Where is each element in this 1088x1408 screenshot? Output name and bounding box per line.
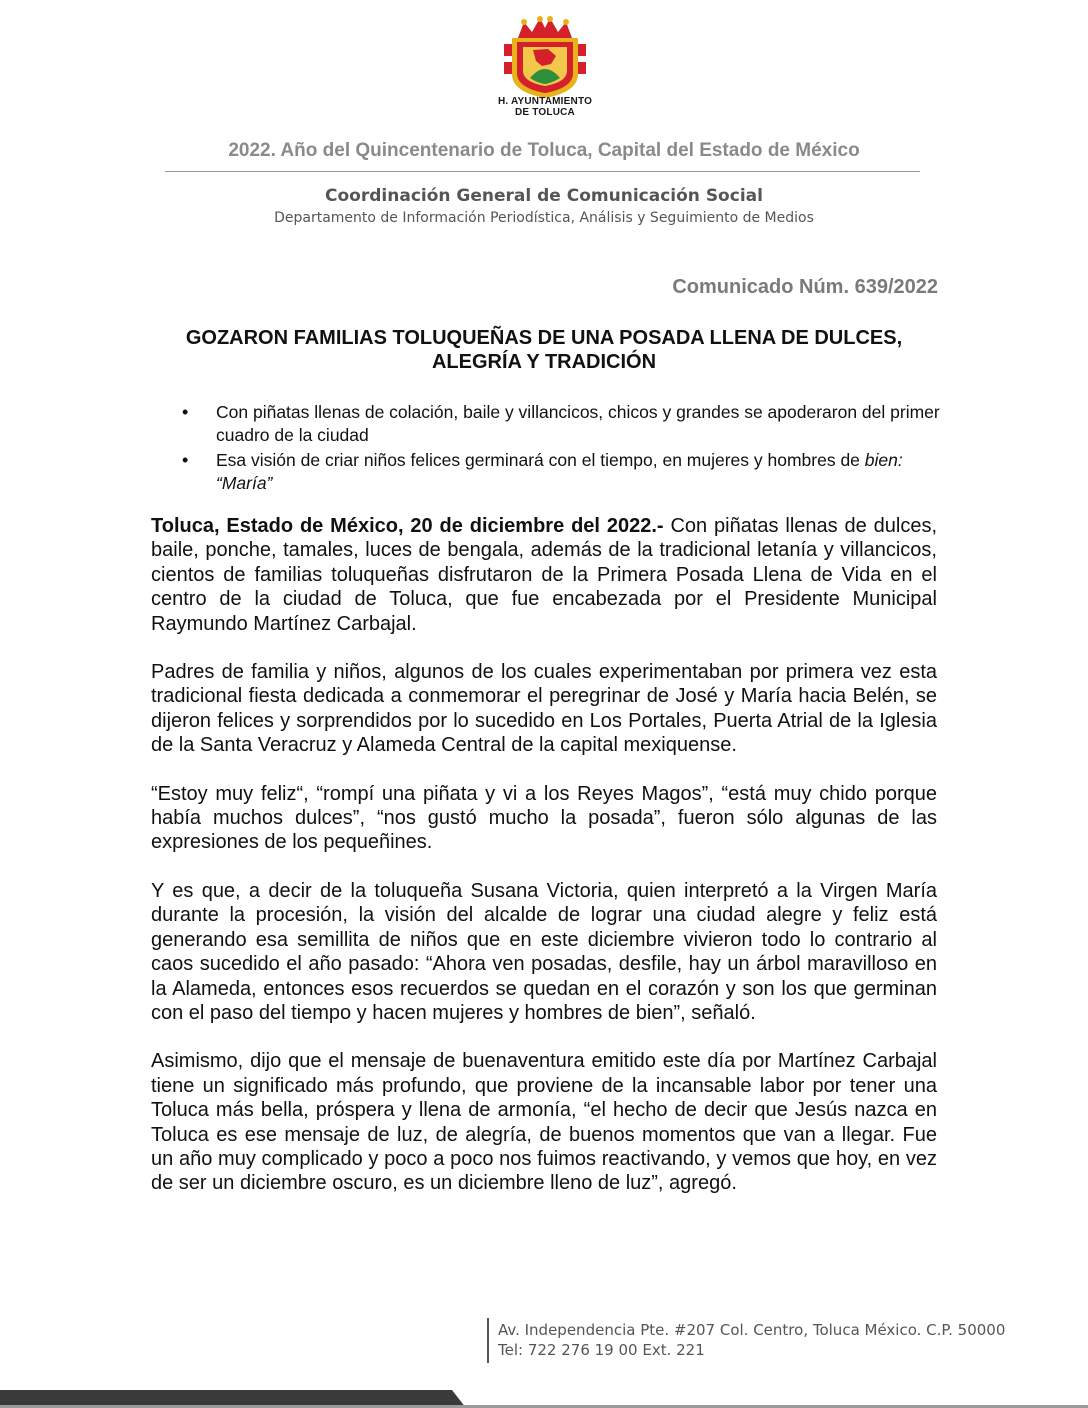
footer-address: Av. Independencia Pte. #207 Col. Centro, Toluca México. C.P. 50000	[498, 1321, 1006, 1339]
footer-phone: Tel: 722 276 19 00 Ext. 221	[498, 1341, 705, 1359]
bullet-item	[180, 401, 940, 447]
logo-caption-line1: H. AYUNTAMIENTO	[497, 96, 593, 107]
year-motto: 2022. Año del Quincentenario de Toluca, Capital del Estado de México	[228, 140, 860, 161]
bottom-decorative-band	[0, 1388, 1088, 1408]
coordination-title: Coordinación General de Comunicación Social	[325, 186, 763, 206]
paragraph	[151, 514, 937, 636]
crown-icon	[518, 16, 572, 38]
bullet-text: Con piñatas llenas de colación, baile y villancicos, chicos y grandes se apoderaron del primer cuadro de la ciudad	[216, 402, 940, 445]
paragraph: Asimismo, dijo que el mensaje de buenaventura emitido este día por Martínez Carbajal tiene un significado más profundo, que proviene de la incansable labor por tener una Toluca más bella, próspera y llena de armonía, “el hecho de decir que Jesús nazca en Toluca es ese mensaje de luz, de alegría, de buenos momentos que van a llegar. Fue un año muy complicado y poco a poco nos fuimos reactivando, y vemos que hoy, en vez de ser un diciembre oscuro, es un diciembre lleno de luz”, agregó.	[151, 1050, 937, 1195]
article-body	[151, 514, 937, 1220]
footer-contact	[498, 1320, 1005, 1360]
dateline: Toluca, Estado de México, 20 de diciembre del 2022.-	[151, 515, 664, 537]
paragraph: “Estoy muy feliz“, “rompí una piñata y vi a los Reyes Magos”, “está muy chido porque había muchos dulces”, “nos gustó mucho la posada”, fueron sólo algunas de las expresiones de los pequeñines.	[151, 782, 937, 854]
header-divider	[165, 171, 920, 172]
footer-divider	[487, 1318, 489, 1363]
bullet-italic-text: bien: “María”	[216, 450, 903, 493]
communique-number: Comunicado Núm. 639/2022	[672, 276, 938, 298]
logo-caption-line2: DE TOLUCA	[515, 107, 575, 118]
bullet-item	[180, 449, 940, 495]
logo-caption	[470, 96, 620, 118]
paragraph-text: Con piñatas llenas de dulces, baile, ponche, tamales, luces de bengala, además de la tradicional letanía y villancicos, cientos de familias toluqueñas disfrutaron de la Primera Posada Llena de Vida en el centro de la ciudad de Toluca, que fue encabezada por el Presidente Municipal Raymundo Martínez Carbajal.	[151, 515, 938, 635]
paragraph: Y es que, a decir de la toluqueña Susana Victoria, quien interpretó a la Virgen María durante la procesión, la visión del alcalde de lograr una ciudad alegre y feliz está generando esa semillita de niños que en este diciembre vivieron todo lo contrario al caos sucedido el año pasado: “Ahora ven posadas, desfile, hay un árbol maravilloso en la Alameda, entonces esos recuerdos se quedan en el corazón y son los que germinan con el paso del tiempo y hacen mujeres y hombres de bien”, señaló.	[151, 879, 937, 1024]
bullet-text: Esa visión de criar niños felices germinará con el tiempo, en mujeres y hombres de	[216, 450, 865, 470]
department-subtitle: Departamento de Información Periodística, Análisis y Seguimiento de Medios	[274, 210, 814, 226]
summary-bullets	[180, 401, 940, 497]
paragraph: Padres de familia y niños, algunos de los cuales experimentaban por primera vez esta tradicional fiesta dedicada a conmemorar el peregrinar de José y María hacia Belén, se dijeron felices y sorprendidos por lo sucedido en Los Portales, Puerta Atrial de la Iglesia de la Santa Veracruz y Alameda Central de la capital mexiquense.	[151, 661, 937, 757]
press-release-headline: GOZARON FAMILIAS TOLUQUEÑAS DE UNA POSADA LLENA DE DULCES, ALEGRÍA Y TRADICIÓN	[185, 327, 903, 373]
